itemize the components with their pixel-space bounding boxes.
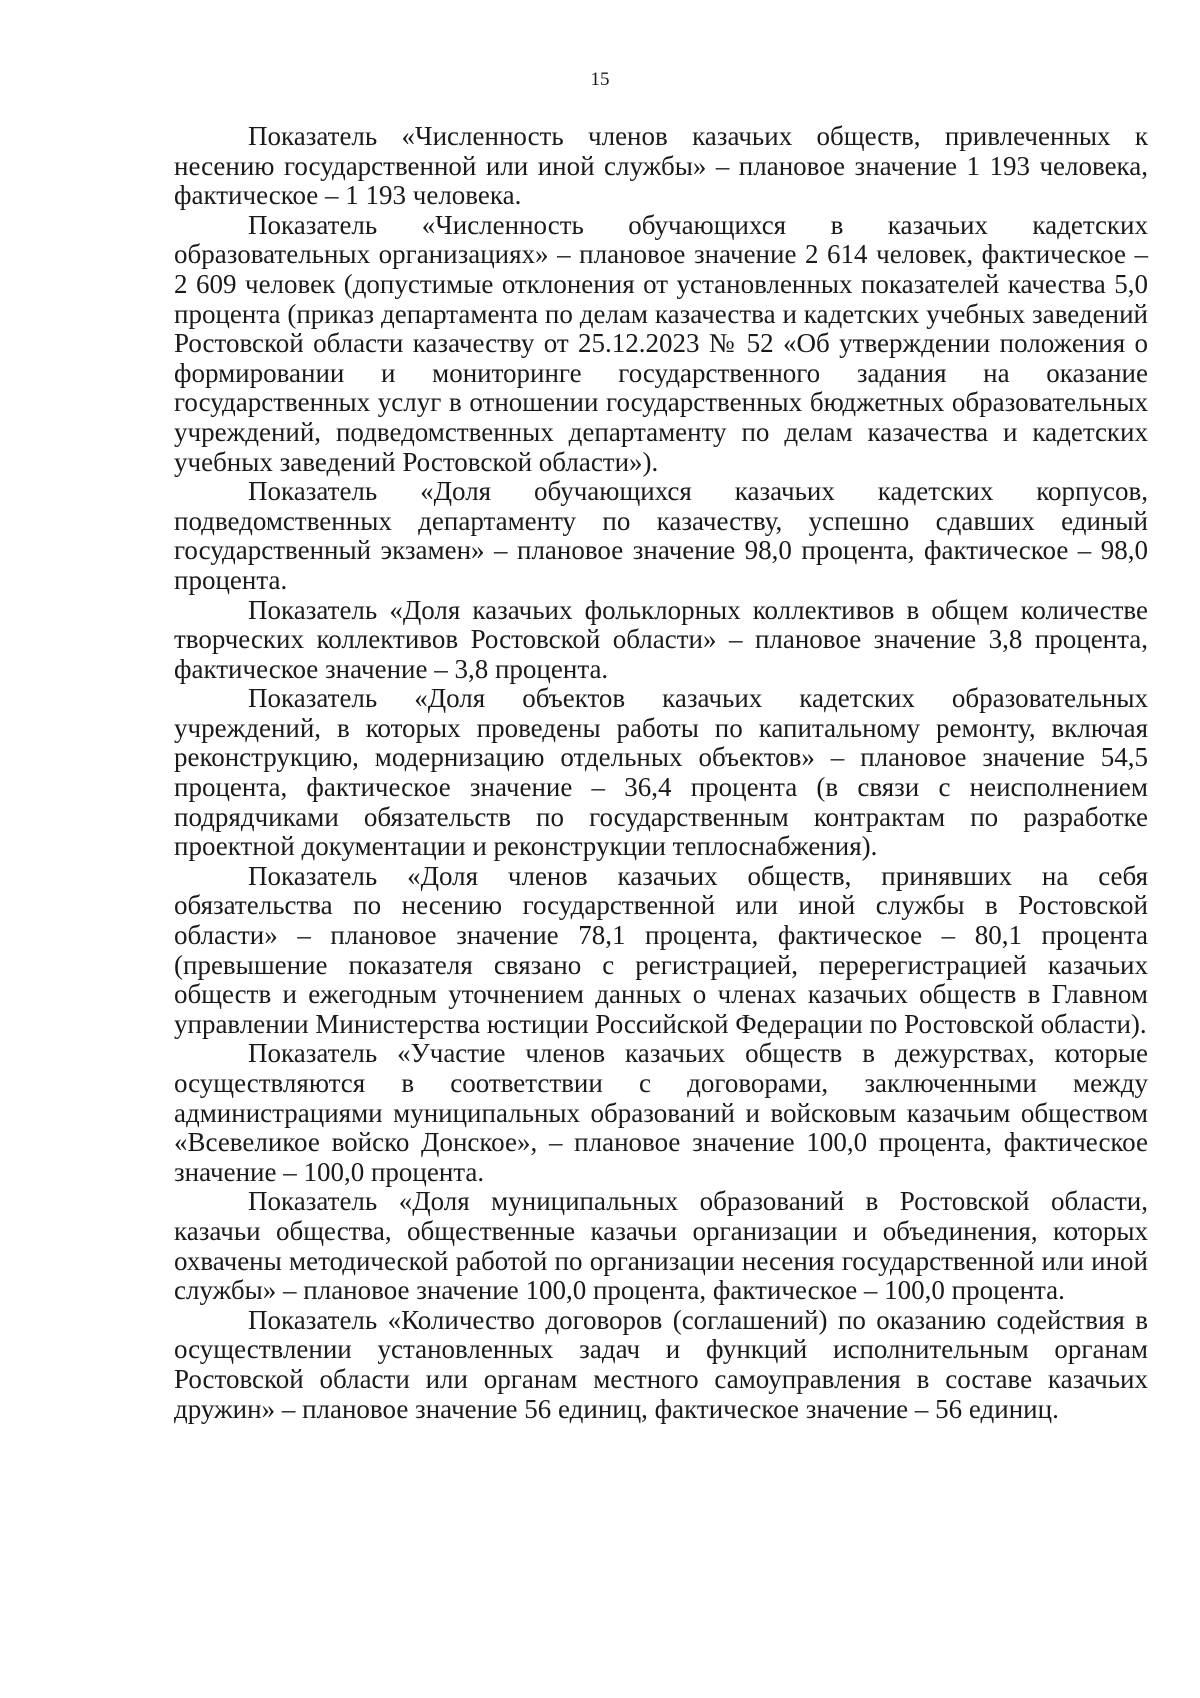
paragraph-indicator-service-obligations: Показатель «Доля членов казачьих обществ, принявших на себя обязательства по несению государственной или иной службы в Ростовской области» – плановое значение 78,1 процента, фактическое – 80,1 процента (превышение показателя связано с регистрацией, перерегистрацией казачьих обществ и ежегодным уточнением данных о членах казачьих обществ в Главном управлении Министерства юстиции Российской Федерации по Ростовской области).: [174, 860, 1148, 1039]
paragraph-indicator-cossack-members-service: Показатель «Численность членов казачьих обществ, привлеченных к несению государственной или иной службы» – плановое значение 1 193 человека, фактическое – 1 193 человека.: [174, 121, 1148, 211]
document-body: [174, 122, 1148, 1424]
paragraph-indicator-capital-repair: Показатель «Доля объектов казачьих кадетских образовательных учреждений, в которых проведены работы по капитальному ремонту, включая реконструкцию, модернизацию отдельных объектов» – плановое значение 54,5 процента, фактическое значение – 36,4 процента (в связи с неисполнением подрядчиками обязательств по государственным контрактам по разработке проектной документации и реконструкции теплоснабжения).: [174, 683, 1148, 862]
paragraph-indicator-methodological-coverage: Показатель «Доля муниципальных образований в Ростовской области, казачьи общества, общественные казачьи организации и объединения, которых охвачены методической работой по организации несения государственной или иной службы» – плановое значение 100,0 процента, фактическое – 100,0 процента.: [174, 1186, 1148, 1306]
paragraph-indicator-folklore-collectives: Показатель «Доля казачьих фольклорных коллективов в общем количестве творческих коллективов Ростовской области» – плановое значение 3,8 процента, фактическое значение – 3,8 процента.: [174, 594, 1148, 684]
paragraph-indicator-agreements-count: Показатель «Количество договоров (соглашений) по оказанию содействия в осуществлении установленных задач и функций исполнительным органам Ростовской области или органам местного самоуправления в составе казачьих дружин» – плановое значение 56 единиц, фактическое значение – 56 единиц.: [174, 1304, 1148, 1424]
page-number: 15: [590, 69, 610, 90]
paragraph-indicator-cadet-students: Показатель «Численность обучающихся в казачьих кадетских образовательных организациях» – плановое значение 2 614 человек, фактическое – 2 609 человек (допустимые отклонения от установленных показателей качества 5,0 процента (приказ департамента по делам казачества и кадетских учебных заведений Ростовской области казачеству от 25.12.2023 № 52 «Об утверждении положения о формировании и мониторинге государственного задания на оказание государственных услуг в отношении государственных бюджетных образовательных учреждений, подведомственных департаменту по делам казачества и кадетских учебных заведений Ростовской области»).: [174, 209, 1148, 477]
paragraph-indicator-exam-pass-share: Показатель «Доля обучающихся казачьих кадетских корпусов, подведомственных департаменту по казачеству, успешно сдавших единый государственный экзамен» – плановое значение 98,0 процента, фактическое – 98,0 процента.: [174, 476, 1148, 595]
paragraph-indicator-duty-participation: Показатель «Участие членов казачьих обществ в дежурствах, которые осуществляются в соответствии с договорами, заключенными между администрациями муниципальных образований и войсковым казачьим обществом «Всевеликое войско Донское», – плановое значение 100,0 процента, фактическое значение – 100,0 процента.: [174, 1038, 1148, 1187]
